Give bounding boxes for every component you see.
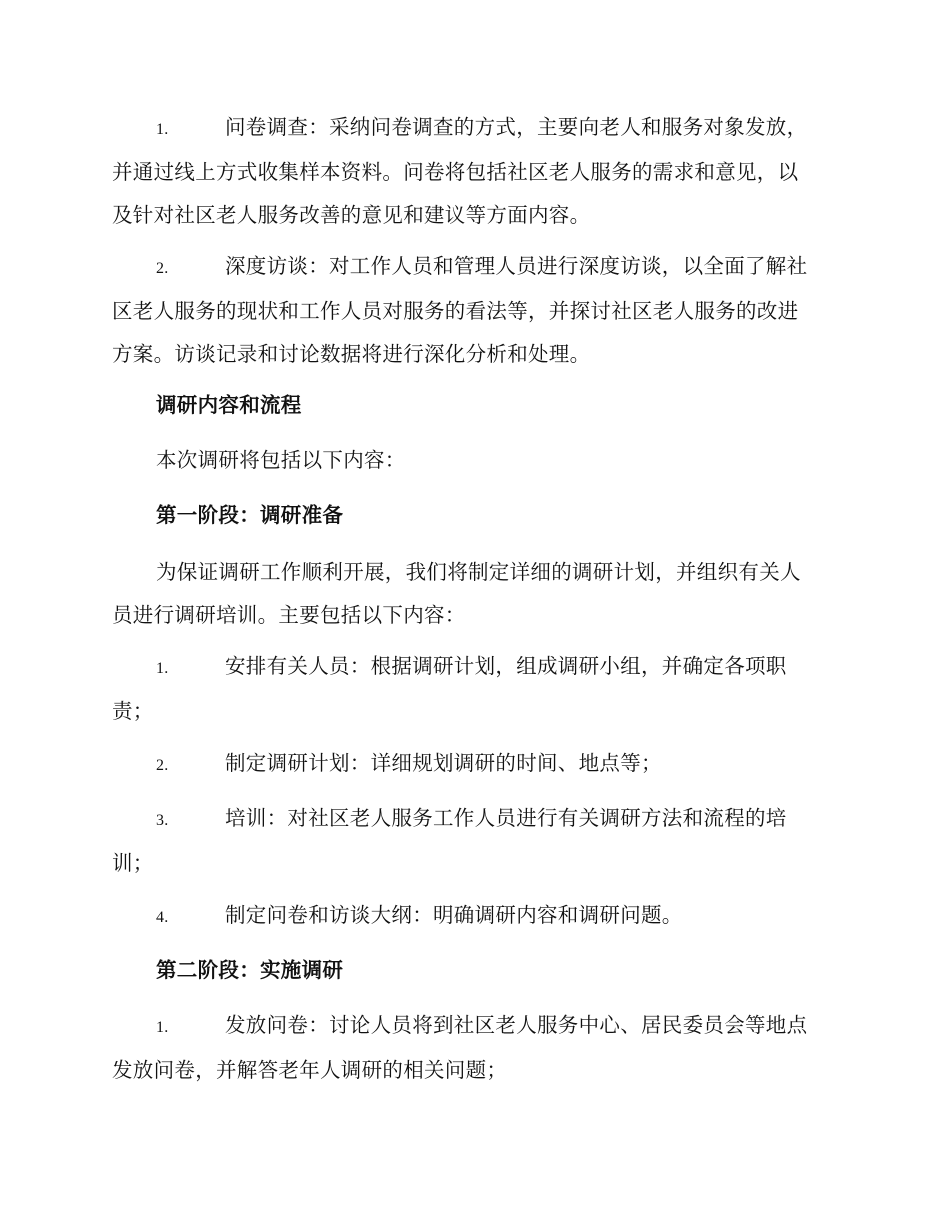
list-text-continued: 并通过线上方式收集样本资料。问卷将包括社区老人服务的需求和意见，以 [112,160,799,184]
list-number: 4. [156,909,169,926]
list-text: 安排有关人员：根据调研计划，组成调研小组，并确定各项职 [225,654,787,678]
stage-heading: 第一阶段：调研准备 [156,503,344,527]
list-number: 1. [156,1019,169,1036]
list-text: 发放问卷：讨论人员将到社区老人服务中心、居民委员会等地点 [225,1013,808,1037]
paragraph-line: 为保证调研工作顺利开展，我们将制定详细的调研计划，并组织有关人 [156,560,801,584]
list-text-continued: 责； [112,699,154,723]
list-item [112,1004,837,1092]
list-text-continued: 训； [112,851,154,875]
list-text: 制定问卷和访谈大纲：明确调研内容和调研问题。 [225,903,683,927]
list-number: 2. [156,260,169,277]
list-text: 问卷调查：采纳问卷调查的方式，主要向老人和服务对象发放， [225,115,808,139]
list-item [112,742,837,787]
list-text-continued: 发放问卷，并解答老年人调研的相关问题； [112,1058,508,1082]
list-item [112,797,837,885]
list-text: 深度访谈：对工作人员和管理人员进行深度访谈，以全面了解社 [225,254,808,278]
intro-text: 本次调研将包括以下内容： [156,448,406,472]
list-text: 制定调研计划：详细规划调研的时间、地点等； [225,751,662,775]
list-item [112,245,837,376]
list-item [112,894,837,939]
stage-heading: 第二阶段：实施调研 [156,958,344,982]
paragraph-line: 员进行调研培训。主要包括以下内容： [112,603,466,627]
list-number: 2. [156,757,169,774]
list-text-continued: 区老人服务的现状和工作人员对服务的看法等，并探讨社区老人服务的改进 [112,299,799,323]
list-item [112,645,837,733]
list-text: 培训：对社区老人服务工作人员进行有关调研方法和流程的培 [225,806,787,830]
list-number: 1. [156,121,169,138]
list-text-continued: 及针对社区老人服务改善的意见和建议等方面内容。 [112,203,591,227]
paragraph [112,551,837,637]
list-number: 3. [156,812,169,829]
list-item [112,106,837,237]
list-number: 1. [156,660,169,677]
section-heading: 调研内容和流程 [156,393,302,417]
list-text-continued: 方案。访谈记录和讨论数据将进行深化分析和处理。 [112,342,591,366]
